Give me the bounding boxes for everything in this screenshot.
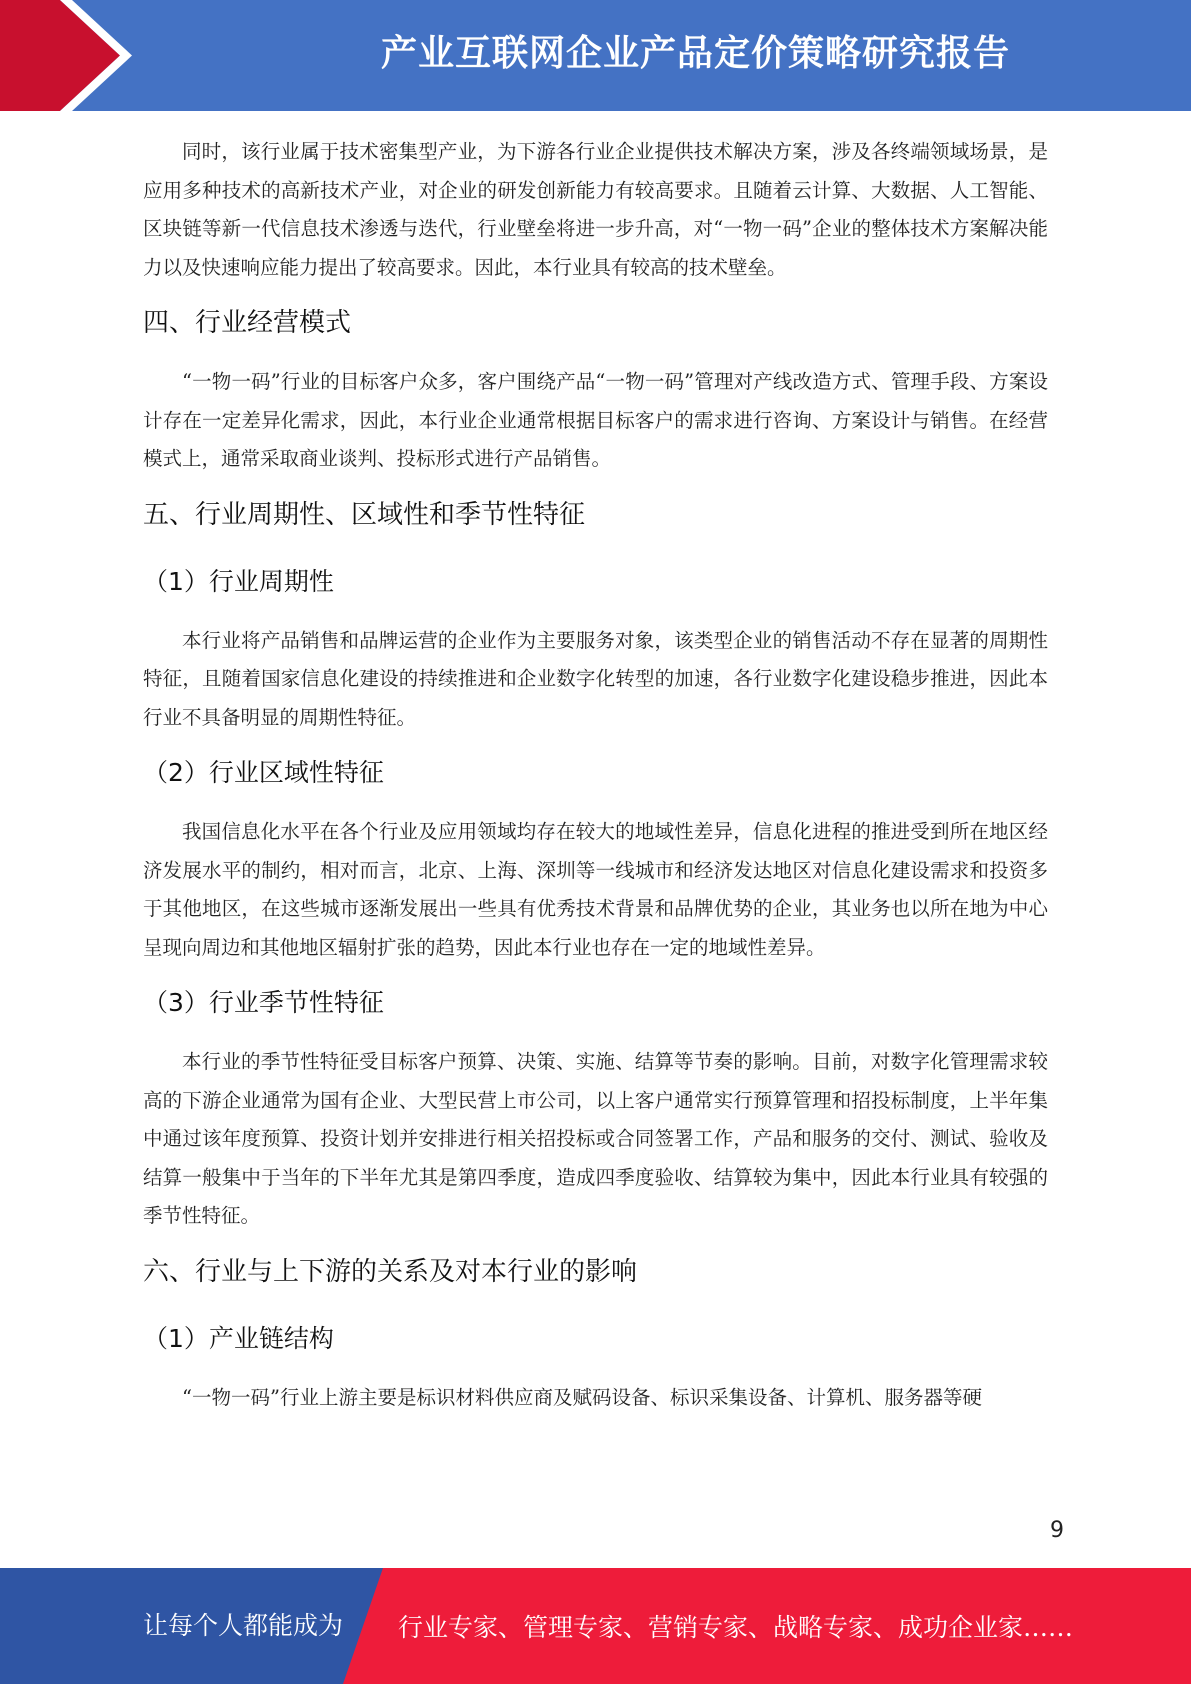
seasonality-paragraph: 本行业的季节性特征受目标客户预算、决策、实施、结算等节奏的影响。目前，对数字化管理需求较高的下游企业通常为国有企业、大型民营上市公司，以上客户通常实行预算管理和招投标制度，上半年集中通过该年度预算、投资计划并安排进行相关招投标或合同签署工作，产品和服务的交付、测试、验收及结算一般集中于当年的下半年尤其是第四季度，造成四季度验收、结算较为集中，因此本行业具有较强的季节性特征。 bbox=[143, 1050, 1048, 1227]
regionality-paragraph: 我国信息化水平在各个行业及应用领域均存在较大的地域性差异，信息化进程的推进受到所在地区经济发展水平的制约，相对而言，北京、上海、深圳等一线城市和经济发达地区对信息化建设需求和投资多于其他地区，在这些城市逐渐发展出一些具有优秀技术背景和品牌优势的企业，其业务也以所在地为中心呈现向周边和其他地区辐射扩张的趋势，因此本行业也存在一定的地域性差异。 bbox=[143, 820, 1048, 959]
business-model-paragraph: “一物一码”行业的目标客户众多，客户围绕产品“一物一码”管理对产线改造方式、管理手段、方案设计存在一定差异化需求，因此，本行业企业通常根据目标客户的需求进行咨询、方案设计与销售。在经营模式上，通常采取商业谈判、投标形式进行产品销售。 bbox=[143, 370, 1048, 470]
subheading-seasonality: （3）行业季节性特征 bbox=[143, 988, 384, 1017]
header-arrow-decoration bbox=[0, 0, 160, 111]
cyclicality-paragraph: 本行业将产品销售和品牌运营的企业作为主要服务对象，该类型企业的销售活动不存在显著的周期性特征，且随着国家信息化建设的持续推进和企业数字化转型的加速，各行业数字化建设稳步推进，因此本行业不具备明显的周期性特征。 bbox=[143, 628, 1048, 729]
section-heading-business-model: 四、行业经营模式 bbox=[143, 308, 352, 338]
subheading-cyclicality: （1）行业周期性 bbox=[143, 566, 334, 596]
intro-paragraph: 同时，该行业属于技术密集型产业，为下游各行业企业提供技术解决方案，涉及各终端领域场景，是应用多种技术的高新技术产业，对企业的研发创新能力有较高要求。且随着云计算、大数据、人工智能、区块链等新一代信息技术渗透与迭代，行业壁垒将进一步升高，对“一物一码”企业的整体技术方案解决能力以及快速响应能力提出了较高要求。因此，本行业具有较高的技术壁垒。 bbox=[143, 140, 1048, 279]
page-footer bbox=[0, 1568, 1191, 1684]
report-title: 产业互联网企业产品定价策略研究报告 bbox=[380, 33, 1010, 74]
section-heading-upstream-downstream: 六、行业与上下游的关系及对本行业的影响 bbox=[143, 1256, 638, 1287]
section-heading-characteristics: 五、行业周期性、区域性和季节性特征 bbox=[143, 499, 586, 530]
subheading-regionality: （2）行业区域性特征 bbox=[143, 758, 384, 787]
page-content bbox=[143, 133, 1048, 1417]
industry-chain-paragraph: “一物一码”行业上游主要是标识材料供应商及赋码设备、标识采集设备、计算机、服务器等硬 bbox=[182, 1385, 982, 1409]
page-header bbox=[0, 0, 1191, 111]
footer-slogan-right: 行业专家、管理专家、营销专家、战略专家、成功企业家…… bbox=[398, 1613, 1074, 1642]
page-number: 9 bbox=[1050, 1518, 1064, 1543]
subheading-industry-chain: （1）产业链结构 bbox=[143, 1323, 334, 1353]
footer-slogan-left: 让每个人都能成为 bbox=[143, 1611, 344, 1640]
